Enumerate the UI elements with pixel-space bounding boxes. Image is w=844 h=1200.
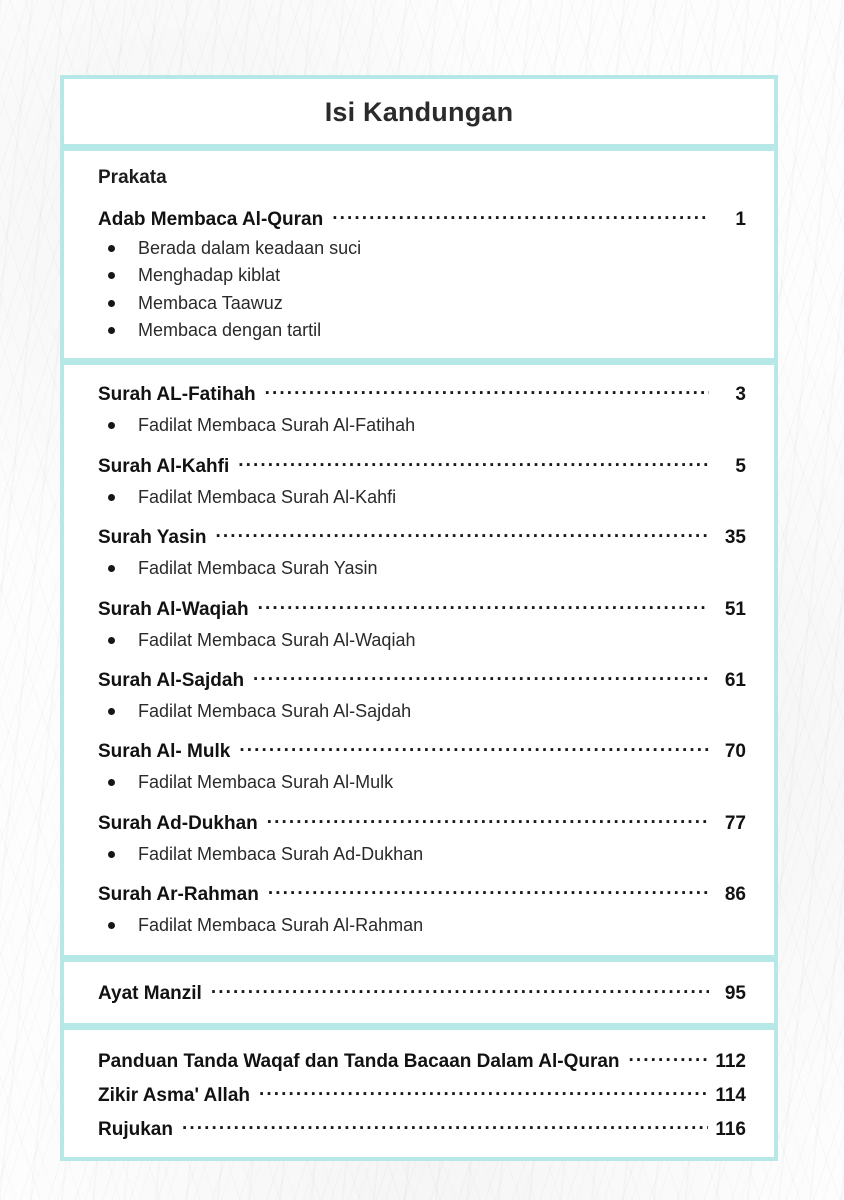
endmatter-body	[64, 1030, 774, 1157]
list-item: Fadilat Membaca Surah Al-Mulk	[98, 769, 746, 796]
list-item: Fadilat Membaca Surah Al-Fatihah	[98, 412, 746, 439]
toc-entry-label: Surah Ar-Rahman	[98, 883, 259, 905]
surah-list-body	[64, 365, 774, 955]
toc-entry-label: Surah Al-Waqiah	[98, 598, 249, 620]
toc-entry-surah-al-kahfi[interactable]	[98, 453, 746, 478]
surah-note-list	[98, 627, 746, 654]
adab-points-list	[98, 235, 746, 344]
toc-header	[64, 79, 774, 144]
list-item: Membaca Taawuz	[98, 290, 746, 317]
toc-entry-label: Adab Membaca Al-Quran	[98, 209, 324, 230]
list-item: Fadilat Membaca Surah Yasin	[98, 555, 746, 582]
dot-leader	[332, 206, 709, 225]
toc-entry-rujukan[interactable]	[98, 1116, 746, 1141]
toc-entry-surah-ad-dukhan[interactable]	[98, 810, 746, 835]
toc-entry-page-number: 1	[735, 209, 746, 230]
list-item: Menghadap kiblat	[98, 262, 746, 289]
surah-note-list	[98, 555, 746, 582]
toc-entry-label: Surah Al-Kahfi	[98, 455, 230, 477]
toc-entry-surah-al-fatihah[interactable]	[98, 381, 746, 406]
toc-entry-adab-membaca-al-quran[interactable]	[98, 206, 746, 231]
toc-entry-page-number: 70	[724, 741, 746, 763]
toc-entry-label: Surah Al- Mulk	[98, 741, 231, 763]
dot-leader	[215, 524, 709, 543]
toc-entry-page-number: 114	[715, 1085, 746, 1107]
toc-entry-prakata[interactable]: Prakata	[98, 167, 167, 188]
toc-entry-surah-ar-rahman[interactable]	[98, 881, 746, 906]
intro-section-body	[64, 151, 774, 358]
toc-entry-label: Panduan Tanda Waqaf dan Tanda Bacaan Dalam Al-Quran	[98, 1051, 620, 1073]
toc-entry-surah-yasin[interactable]	[98, 524, 746, 549]
toc-entry-page-number: 86	[724, 883, 746, 905]
dot-leader	[259, 1082, 708, 1101]
list-item: Fadilat Membaca Surah Al-Kahfi	[98, 484, 746, 511]
toc-entry-surah-al-mulk[interactable]	[98, 738, 746, 763]
toc-entry-page-number: 116	[715, 1119, 746, 1141]
toc-entry-page-number: 35	[724, 527, 746, 549]
toc-entry-label: Ayat Manzil	[98, 983, 202, 1005]
surah-note-list	[98, 698, 746, 725]
toc-entry-label: Rujukan	[98, 1119, 173, 1141]
toc-entry-label: Surah Al-Sajdah	[98, 669, 245, 691]
toc-entry-surah-al-waqiah[interactable]	[98, 596, 746, 621]
list-item: Fadilat Membaca Surah Al-Waqiah	[98, 627, 746, 654]
list-item: Fadilat Membaca Surah Al-Sajdah	[98, 698, 746, 725]
list-item: Fadilat Membaca Surah Al-Rahman	[98, 912, 746, 939]
toc-entry-ayat-manzil[interactable]	[98, 980, 746, 1005]
dot-leader	[211, 980, 709, 999]
dot-leader	[267, 810, 709, 829]
toc-entry-zikir-asma-allah[interactable]	[98, 1082, 746, 1107]
dot-leader	[629, 1048, 709, 1067]
surah-note-list	[98, 484, 746, 511]
toc-entry-page-number: 51	[724, 598, 746, 620]
surah-note-list	[98, 912, 746, 939]
list-item: Fadilat Membaca Surah Ad-Dukhan	[98, 841, 746, 868]
dot-leader	[268, 881, 709, 900]
toc-entry-page-number: 3	[735, 384, 746, 406]
toc-entry-label: Zikir Asma' Allah	[98, 1085, 250, 1107]
page-title: Isi Kandungan	[324, 97, 514, 127]
toc-entry-surah-al-sajdah[interactable]	[98, 667, 746, 692]
surah-list-section	[64, 358, 774, 955]
dot-leader	[239, 738, 709, 757]
dot-leader	[238, 453, 709, 472]
toc-entry-page-number: 5	[735, 455, 746, 477]
toc-entry-page-number: 77	[724, 812, 746, 834]
intro-section	[64, 144, 774, 358]
toc-entry-page-number: 95	[724, 983, 746, 1005]
surah-note-list	[98, 841, 746, 868]
toc-entry-page-number: 112	[715, 1051, 746, 1073]
toc-header-section	[64, 79, 774, 144]
surah-note-list	[98, 769, 746, 796]
list-item: Membaca dengan tartil	[98, 317, 746, 344]
dot-leader	[265, 381, 709, 400]
ayat-manzil-body	[64, 962, 774, 1023]
toc-entry-page-number: 61	[724, 669, 746, 691]
toc-entry-label: Surah Ad-Dukhan	[98, 812, 258, 834]
dot-leader	[258, 596, 709, 615]
list-item: Berada dalam keadaan suci	[98, 235, 746, 262]
ayat-manzil-section	[64, 955, 774, 1023]
dot-leader	[182, 1116, 708, 1135]
surah-note-list	[98, 412, 746, 439]
toc-entry-label: Surah AL-Fatihah	[98, 384, 256, 406]
toc-entry-label: Surah Yasin	[98, 527, 207, 549]
toc-entry-panduan-tanda-waqaf[interactable]	[98, 1048, 746, 1073]
dot-leader	[253, 667, 709, 686]
table-of-contents-card	[60, 75, 778, 1161]
endmatter-section	[64, 1023, 774, 1157]
